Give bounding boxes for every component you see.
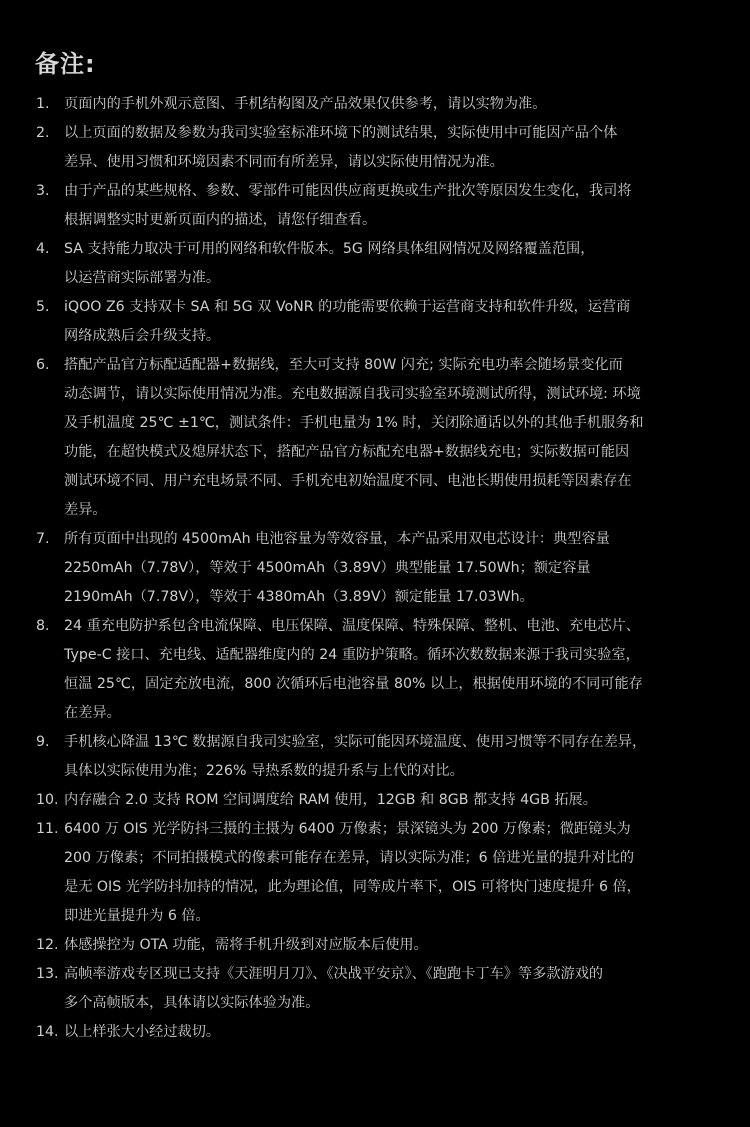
note-number: 10. bbox=[36, 792, 59, 808]
note-body bbox=[64, 960, 716, 1018]
note-line: 是无 OIS 光学防抖加持的情况，此为理论值，同等成片率下，OIS 可将快门速度提升 6 倍， bbox=[64, 879, 641, 895]
note-number: 14. bbox=[36, 1024, 59, 1040]
note-line: 多个高帧版本，具体请以实际体验为准。 bbox=[64, 995, 320, 1011]
note-line: 以运营商实际部署为准。 bbox=[64, 270, 221, 286]
notes-heading: 备注: bbox=[35, 50, 96, 78]
note-number: 3. bbox=[36, 183, 50, 199]
note-line: 具体以实际使用为准；226% 导热系数的提升系与上代的对比。 bbox=[64, 763, 464, 779]
note-line: 即进光量提升为 6 倍。 bbox=[64, 908, 210, 924]
note-body bbox=[64, 119, 716, 177]
note-line: 所有页面中出现的 4500mAh 电池容量为等效容量，本产品采用双电芯设计：典型容量 bbox=[64, 531, 610, 547]
note-item bbox=[36, 177, 716, 235]
note-line: 内存融合 2.0 支持 ROM 空间调度给 RAM 使用，12GB 和 8GB 都支持 4GB 拓展。 bbox=[64, 792, 597, 808]
note-line: 体感操控为 OTA 功能，需将手机升级到对应版本后使用。 bbox=[64, 937, 428, 953]
note-item bbox=[36, 1018, 716, 1047]
note-line: SA 支持能力取决于可用的网络和软件版本。5G 网络具体组网情况及网络覆盖范围， bbox=[64, 241, 595, 257]
note-line: 网络成熟后会升级支持。 bbox=[64, 328, 221, 344]
note-line: 24 重充电防护系包含电流保障、电压保障、温度保障、特殊保障、整机、电池、充电芯片、 bbox=[64, 618, 640, 634]
note-body bbox=[64, 1018, 716, 1047]
note-line: 根据调整实时更新页面内的描述，请您仔细查看。 bbox=[64, 212, 377, 228]
note-line: 6400 万 OIS 光学防抖三摄的主摄为 6400 万像素；景深镜头为 200 万像素；微距镜头为 bbox=[64, 821, 631, 837]
note-number: 13. bbox=[36, 966, 59, 982]
note-number: 1. bbox=[36, 96, 50, 112]
note-body bbox=[64, 612, 716, 728]
note-number: 5. bbox=[36, 299, 50, 315]
note-line: 由于产品的某些规格、参数、零部件可能因供应商更换或生产批次等原因发生变化，我司将 bbox=[64, 183, 632, 199]
note-body bbox=[64, 351, 716, 525]
note-item bbox=[36, 960, 716, 1018]
note-line: iQOO Z6 支持双卡 SA 和 5G 双 VoNR 的功能需要依赖于运营商支持和软件升级，运营商 bbox=[64, 299, 631, 315]
note-item bbox=[36, 293, 716, 351]
note-body bbox=[64, 525, 716, 612]
note-body bbox=[64, 235, 716, 293]
note-line: 200 万像素；不同拍摄模式的像素可能存在差异，请以实际为准；6 倍进光量的提升对比的 bbox=[64, 850, 635, 866]
note-number: 7. bbox=[36, 531, 50, 547]
note-item bbox=[36, 90, 716, 119]
note-number: 6. bbox=[36, 357, 50, 373]
note-body bbox=[64, 90, 716, 119]
note-line: 差异、使用习惯和环境因素不同而有所差异，请以实际使用情况为准。 bbox=[64, 154, 504, 170]
note-number: 12. bbox=[36, 937, 59, 953]
note-item bbox=[36, 815, 716, 931]
note-item bbox=[36, 525, 716, 612]
note-line: 差异。 bbox=[64, 502, 107, 518]
note-body bbox=[64, 293, 716, 351]
note-line: 动态调节，请以实际使用情况为准。充电数据源自我司实验室环境测试所得，测试环境: 环境 bbox=[64, 386, 641, 402]
note-number: 4. bbox=[36, 241, 50, 257]
note-item bbox=[36, 351, 716, 525]
note-line: 以上页面的数据及参数为我司实验室标准环境下的测试结果，实际使用中可能因产品个体 bbox=[64, 125, 618, 141]
note-line: 以上样张大小经过裁切。 bbox=[64, 1024, 221, 1040]
note-line: 功能，在超快模式及熄屏状态下，搭配产品官方标配充电器+数据线充电；实际数据可能因 bbox=[64, 444, 630, 460]
note-line: 页面内的手机外观示意图、手机结构图及产品效果仅供参考，请以实物为准。 bbox=[64, 96, 547, 112]
note-item bbox=[36, 119, 716, 177]
note-line: 高帧率游戏专区现已支持《天涯明月刀》、《决战平安京》、《跑跑卡丁车》等多款游戏的 bbox=[64, 966, 604, 982]
note-line: Type-C 接口、充电线、适配器维度内的 24 重防护策略。循环次数数据来源于我司实验室， bbox=[64, 647, 640, 663]
note-body bbox=[64, 177, 716, 235]
note-item bbox=[36, 728, 716, 786]
note-number: 8. bbox=[36, 618, 50, 634]
note-item bbox=[36, 931, 716, 960]
note-line: 在差异。 bbox=[64, 705, 121, 721]
note-number: 11. bbox=[36, 821, 59, 837]
note-line: 及手机温度 25℃ ±1℃，测试条件：手机电量为 1% 时，关闭除通话以外的其他手机服务和 bbox=[64, 415, 644, 431]
note-body bbox=[64, 786, 716, 815]
note-body bbox=[64, 931, 716, 960]
note-item bbox=[36, 235, 716, 293]
note-number: 2. bbox=[36, 125, 50, 141]
note-line: 2190mAh（7.78V），等效于 4380mAh（3.89V）额定能量 17.03Wh。 bbox=[64, 589, 534, 605]
note-line: 手机核心降温 13℃ 数据源自我司实验室，实际可能因环境温度、使用习惯等不同存在差异， bbox=[64, 734, 647, 750]
note-number: 9. bbox=[36, 734, 50, 750]
note-item bbox=[36, 612, 716, 728]
note-line: 恒温 25℃，固定充放电流，800 次循环后电池容量 80% 以上，根据使用环境的不同可能存 bbox=[64, 676, 643, 692]
note-body bbox=[64, 815, 716, 931]
note-line: 测试环境不同、用户充电场景不同、手机充电初始温度不同、电池长期使用损耗等因素存在 bbox=[64, 473, 632, 489]
note-line: 2250mAh（7.78V），等效于 4500mAh（3.89V）典型能量 17.50Wh；额定容量 bbox=[64, 560, 591, 576]
notes-list bbox=[36, 90, 716, 1047]
note-body bbox=[64, 728, 716, 786]
note-item bbox=[36, 786, 716, 815]
note-line: 搭配产品官方标配适配器+数据线，至大可支持 80W 闪充; 实际充电功率会随场景变化而 bbox=[64, 357, 623, 373]
